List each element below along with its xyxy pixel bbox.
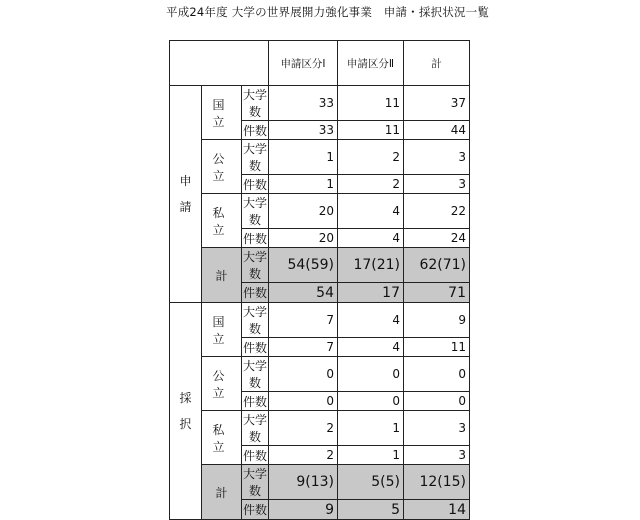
value-cell: 0	[404, 357, 470, 392]
table-row	[170, 357, 470, 392]
value-cell: 22	[404, 194, 470, 229]
row-kind-label: 件数	[242, 500, 269, 520]
section-label-char: 採	[179, 391, 192, 405]
table-row	[170, 411, 470, 446]
value-cell: 11	[404, 338, 470, 357]
value-cell: 1	[338, 446, 404, 465]
total-value-cell: 14	[404, 500, 470, 520]
value-cell: 0	[404, 392, 470, 411]
value-cell: 20	[269, 229, 338, 248]
value-cell: 1	[269, 175, 338, 194]
row-kind-label: 大学数	[242, 357, 269, 392]
value-cell: 0	[269, 392, 338, 411]
row-kind-label: 大学数	[242, 86, 269, 121]
total-value-cell: 17(21)	[338, 248, 404, 283]
total-value-cell: 54	[269, 283, 338, 303]
value-cell: 0	[269, 357, 338, 392]
total-label: 計	[202, 465, 242, 520]
section-label-char: 請	[179, 200, 192, 214]
total-value-cell: 17	[338, 283, 404, 303]
row-kind-label: 大学数	[242, 140, 269, 175]
total-value-cell: 5	[338, 500, 404, 520]
table-row	[170, 86, 470, 121]
total-value-cell: 62(71)	[404, 248, 470, 283]
value-cell: 4	[338, 338, 404, 357]
section-label	[170, 86, 202, 303]
table-row	[170, 140, 470, 175]
value-cell: 4	[338, 194, 404, 229]
header-corner	[170, 41, 269, 86]
value-cell: 2	[338, 140, 404, 175]
page-title: 平成24年度 大学の世界展開力強化事業 申請・採択状況一覧	[166, 5, 490, 19]
category-label: 国 立	[202, 86, 242, 140]
value-cell: 20	[269, 194, 338, 229]
total-value-cell: 12(15)	[404, 465, 470, 500]
value-cell: 0	[338, 357, 404, 392]
value-cell: 24	[404, 229, 470, 248]
table-row	[170, 194, 470, 229]
category-label: 私 立	[202, 411, 242, 465]
col-header-kubun2: 申請区分Ⅱ	[338, 41, 404, 86]
value-cell: 7	[269, 303, 338, 338]
value-cell: 33	[269, 121, 338, 140]
row-kind-label: 大学数	[242, 411, 269, 446]
row-kind-label: 件数	[242, 175, 269, 194]
header-row	[170, 41, 470, 86]
table-row	[170, 303, 470, 338]
value-cell: 2	[269, 411, 338, 446]
value-cell: 9	[404, 303, 470, 338]
section-label-char: 択	[179, 417, 192, 431]
row-kind-label: 大学数	[242, 303, 269, 338]
row-kind-label: 大学数	[242, 248, 269, 283]
value-cell: 3	[404, 140, 470, 175]
section-label-char: 申	[179, 174, 192, 188]
value-cell: 4	[338, 229, 404, 248]
row-kind-label: 大学数	[242, 465, 269, 500]
row-kind-label: 件数	[242, 392, 269, 411]
category-label: 私 立	[202, 194, 242, 248]
value-cell: 3	[404, 175, 470, 194]
category-label: 公 立	[202, 357, 242, 411]
value-cell: 37	[404, 86, 470, 121]
total-row	[170, 248, 470, 283]
total-value-cell: 54(59)	[269, 248, 338, 283]
value-cell: 7	[269, 338, 338, 357]
row-kind-label: 大学数	[242, 194, 269, 229]
category-label: 国 立	[202, 303, 242, 357]
value-cell: 11	[338, 121, 404, 140]
value-cell: 1	[338, 411, 404, 446]
total-label: 計	[202, 248, 242, 303]
total-value-cell: 71	[404, 283, 470, 303]
row-kind-label: 件数	[242, 446, 269, 465]
row-kind-label: 件数	[242, 338, 269, 357]
value-cell: 11	[338, 86, 404, 121]
value-cell: 33	[269, 86, 338, 121]
value-cell: 3	[404, 446, 470, 465]
value-cell: 0	[338, 392, 404, 411]
value-cell: 2	[338, 175, 404, 194]
total-value-cell: 9	[269, 500, 338, 520]
value-cell: 2	[269, 446, 338, 465]
value-cell: 4	[338, 303, 404, 338]
value-cell: 1	[269, 140, 338, 175]
col-header-kubun1: 申請区分Ⅰ	[269, 41, 338, 86]
category-label: 公 立	[202, 140, 242, 194]
total-value-cell: 5(5)	[338, 465, 404, 500]
status-table	[169, 40, 470, 520]
value-cell: 44	[404, 121, 470, 140]
total-row	[170, 465, 470, 500]
row-kind-label: 件数	[242, 283, 269, 303]
col-header-total: 計	[404, 41, 470, 86]
section-label	[170, 303, 202, 520]
row-kind-label: 件数	[242, 229, 269, 248]
row-kind-label: 件数	[242, 121, 269, 140]
total-value-cell: 9(13)	[269, 465, 338, 500]
value-cell: 3	[404, 411, 470, 446]
